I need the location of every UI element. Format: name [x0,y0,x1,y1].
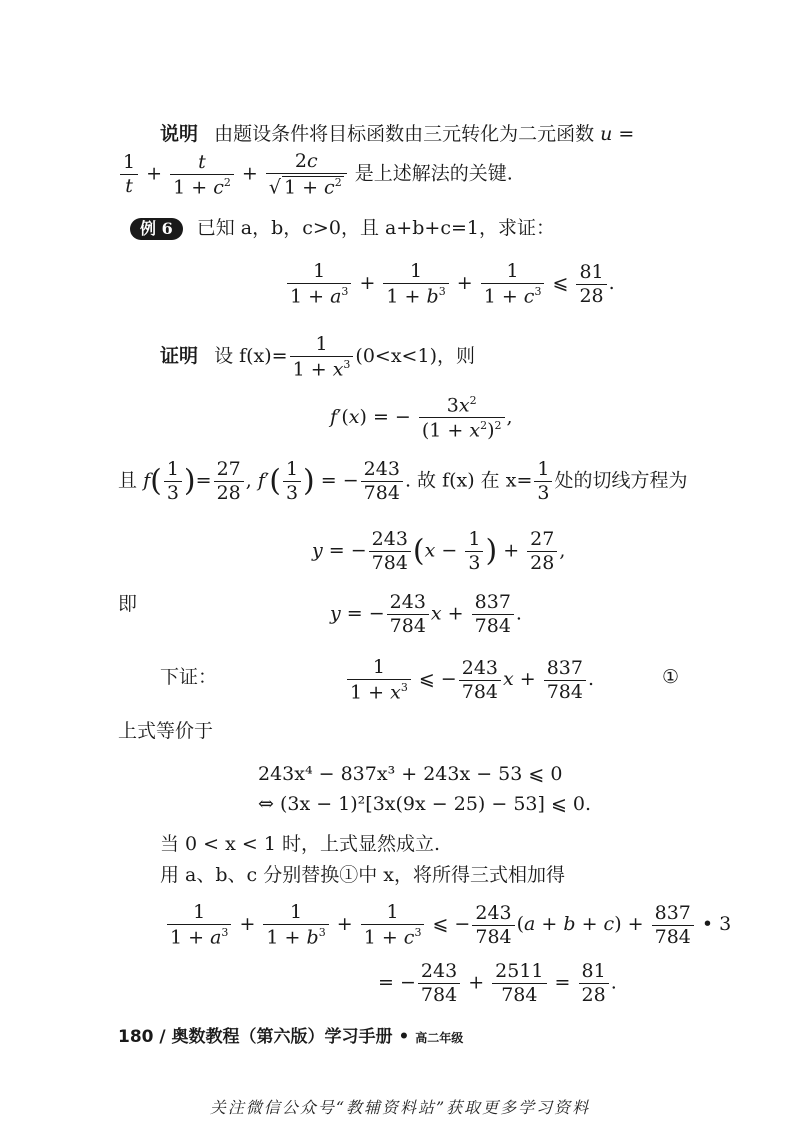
simplified-tangent: y = − $\frac{243}{784}$ x + $\frac{837}{784}$ . [330,591,522,637]
circle-one-text: ① [662,666,680,688]
xiazheng-label [160,668,217,687]
frac-t-over-1pc2: $\frac{t}{1 + c^2}$ [170,153,234,197]
equiv-line [118,722,213,741]
proof-label: 证明 [160,345,199,368]
book-title: / 奥数教程（第六版）学习手册 [159,1027,393,1047]
example-inequality: $\frac{1}{1 + a^3}$ + $\frac{1}{1 + b^3}$ + $\frac{1}{1 + c^3}$ ⩽ $\frac{81}{28}$ . [285,262,615,306]
poly-line-1 [258,765,562,784]
poly-line-2 [258,795,591,814]
values-line: 且 f( $\frac{1}{3}$ )= $\frac{27}{28}$ , f′( $\frac{1}{3}$ ) = − $\frac{243}{784}$ . 故 f(x) 在 x= $\frac{1}{3}$ 处的切线方程为 [118,458,688,504]
derivative-line: f′(x) = − $\frac{3x^2}{(1 + x^2)^2}$ , [330,394,513,442]
final-sum-line-2: = − $\frac{243}{784}$ + $\frac{2511}{784}$ = $\frac{81}{28}$ . [378,960,617,1006]
note-text-2: 是上述解法的关键. [354,162,513,185]
circle-one-marker [662,668,679,687]
when-line [160,835,440,854]
and-prefix: 且 [118,469,138,492]
proof-define: 设 f(x)= [214,345,288,368]
watermark: 关注微信公众号“教辅资料站”获取更多学习资料 [209,1098,591,1117]
poly-1-text: 243x⁴ − 837x³ + 243x − 53 ⩽ 0 [258,763,563,785]
poly-2-text: ⇔ (3x − 1)²[3x(9x − 25) − 53] ⩽ 0. [258,793,592,815]
example-line [130,218,555,240]
note-text-1: 由题设条件将目标函数由三元转化为二元函数 [214,123,595,145]
tangent-equation: y = − $\frac{243}{784}$ (x − $\frac{1}{3}$ ) + $\frac{27}{28}$ , [312,528,566,574]
example-badge: 例 6 [130,218,183,240]
page-number: 180 [118,1027,154,1047]
when-text: 当 0 < x < 1 时，上式显然成立. [160,833,441,855]
final-sum-line-1: $\frac{1}{1 + a^3}$ + $\frac{1}{1 + b^3}$ + $\frac{1}{1 + c^3}$ ⩽ − $\frac{243}{784}$ (a + b + c) + $\frac{837}{784}$ • 3 [165,903,731,947]
frac-1-over-t: $\frac{1}{t}$ [120,153,138,196]
example-prompt: 已知 a，b，c>0，且 a+b+c=1，求证： [196,217,555,239]
tangent-text: 故 f(x) 在 x= [417,469,533,492]
note-line-1: 说明 由题设条件将目标函数由三元转化为二元函数 u = [160,123,635,145]
ji-label: 即 [118,593,138,615]
note-var-u: u [600,123,613,145]
note-line-2: $\frac{1}{t}$ + $\frac{t}{1 + c^2}$ + $\frac{2c}{√ 1 + c^2}$ 是上述解法的关键. [118,152,513,197]
replace-line [160,866,565,885]
proof-domain: (0<x<1)，则 [355,345,475,368]
footer-dot: • [398,1027,410,1047]
note-label: 说明 [160,123,199,145]
page-footer [118,1022,463,1047]
claim-inequality: $\frac{1}{1 + x^3}$ ⩽ − $\frac{243}{784}$ x + $\frac{837}{784}$ . [345,658,594,702]
frac-2c-over-sqrt: $\frac{2c}{√ 1 + c^2}$ [266,152,347,197]
equiv-text: 上式等价于 [118,720,214,742]
replace-text: 用 a、b、c 分别替换①中 x，将所得三式相加得 [160,864,565,886]
proof-define-line: 证明 设 f(x)= $\frac{1}{1 + x^3}$ (0<x<1)，则 [160,333,475,381]
grade-label: 高二年级 [415,1031,464,1045]
xiazheng-text: 下证： [160,666,218,688]
ji-line [118,595,137,614]
tangent-text-2: 处的切线方程为 [554,469,688,492]
